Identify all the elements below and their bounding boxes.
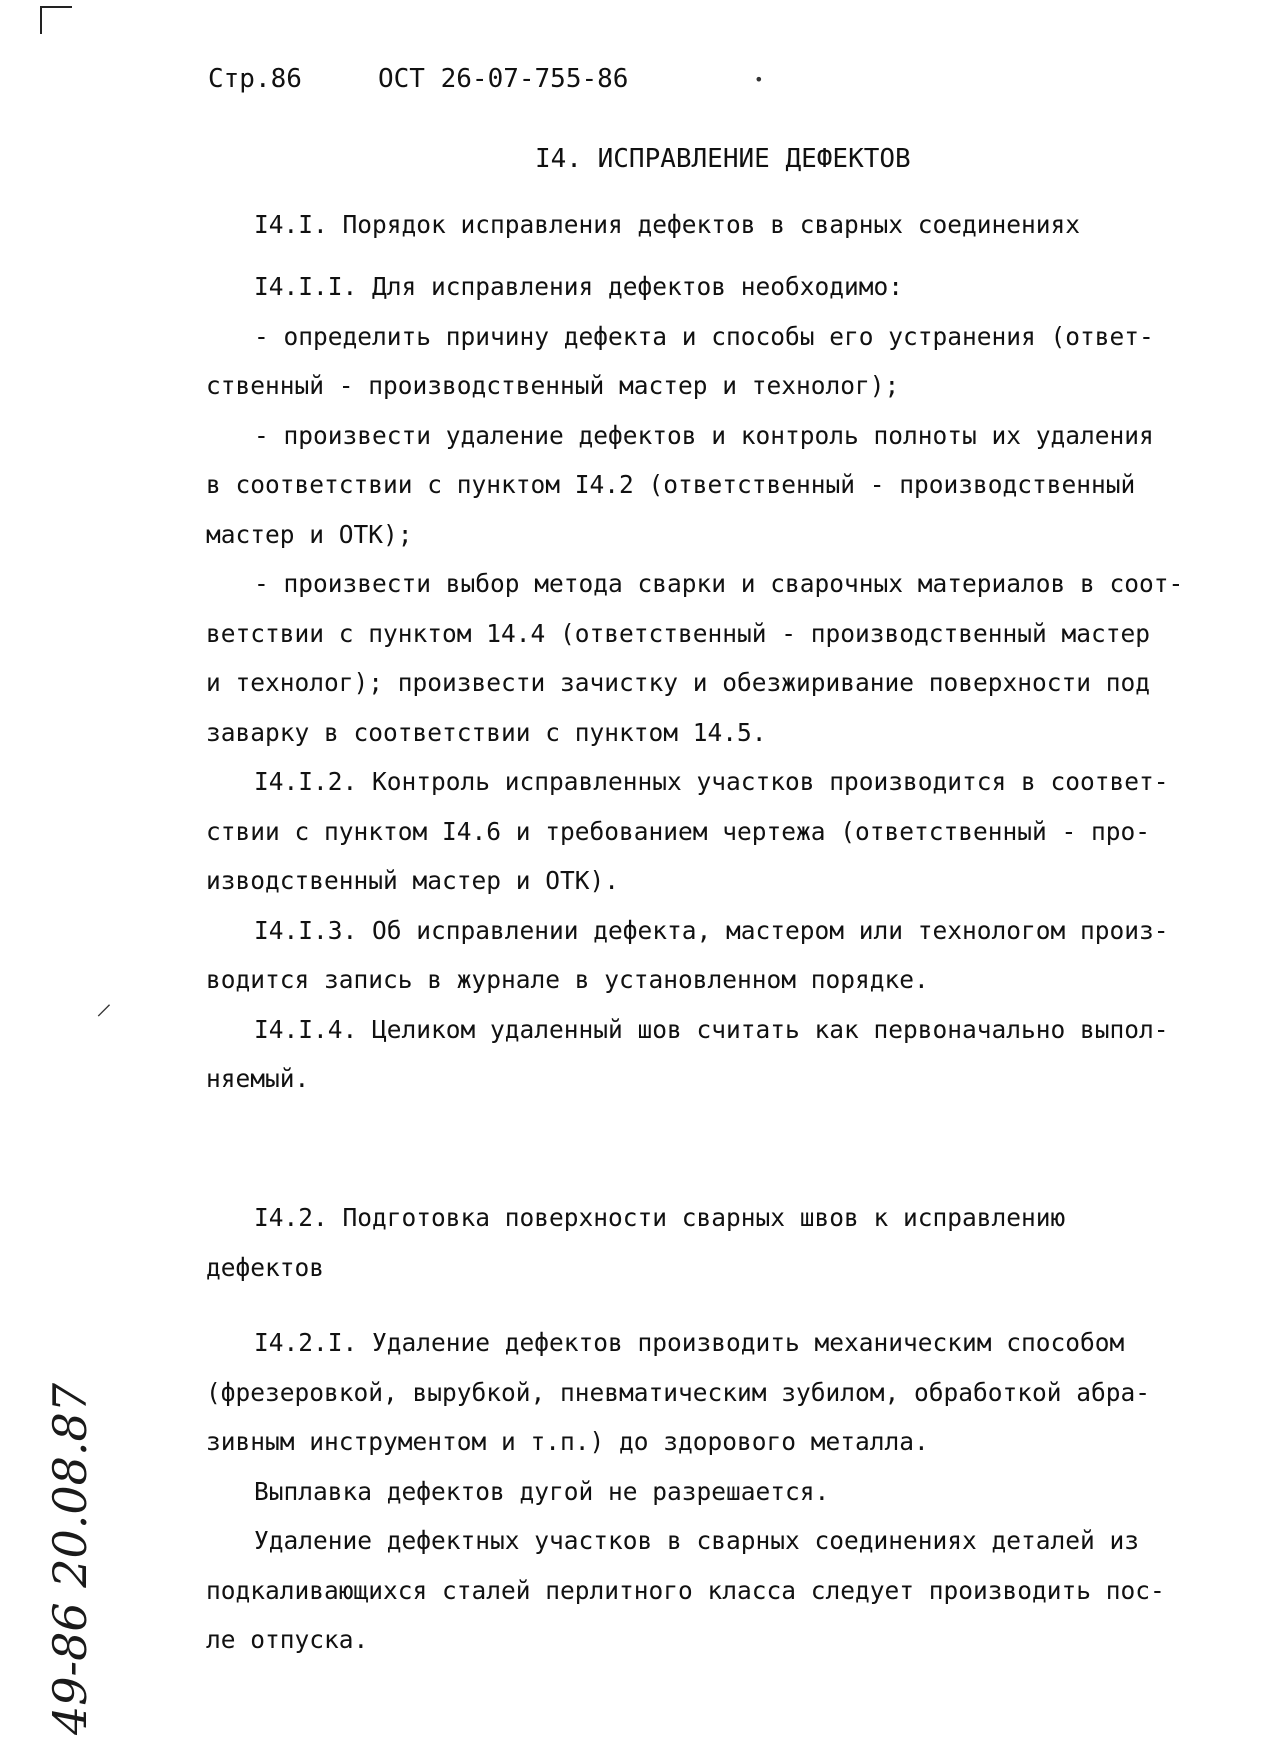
- subsection-heading: I4.2. Подготовка поверхности сварных швов к исправлению: [254, 1203, 1066, 1232]
- corner-crop-mark: [40, 6, 72, 34]
- subsection-heading: дефектов: [206, 1252, 325, 1282]
- text-line: няемый.: [206, 1064, 310, 1093]
- section-title: I4. ИСПРАВЛЕНИЕ ДЕФЕКТОВ: [535, 144, 911, 174]
- text-line: ственный - производственный мастер и технолог);: [206, 371, 900, 400]
- text-line: I4.2.I. Удаление дефектов производить механическим способом: [254, 1328, 1125, 1357]
- page-number: Стр.86: [208, 64, 302, 94]
- page-header: [208, 64, 628, 94]
- text-line: и технолог); произвести зачистку и обезжиривание поверхности под: [206, 668, 1151, 697]
- document-code: ОСТ 26-07-755-86: [378, 64, 629, 94]
- text-line: I4.I.4. Целиком удаленный шов считать как первоначально выпол-: [254, 1014, 1169, 1044]
- subsection-14-2: [206, 1193, 1246, 1292]
- text-line: I4.I.I. Для исправления дефектов необходимо:: [254, 272, 904, 301]
- scan-mark: |: [94, 999, 115, 1020]
- margin-note-svg: [8, 1382, 118, 1745]
- text-line: подкаливающихся сталей перлитного класса следует производить пос-: [206, 1575, 1165, 1605]
- paragraph-14-1-1: [206, 262, 1246, 1104]
- text-line: ветствии с пунктом 14.4 (ответственный - производственный мастер: [206, 618, 1151, 648]
- handwritten-margin-note: [8, 1382, 118, 1745]
- text-line: - произвести выбор метода сварки и сварочных материалов в соот-: [254, 569, 1184, 598]
- text-line: заварку в соответствии с пунктом 14.5.: [206, 717, 767, 747]
- text-line: зивным инструментом и т.п.) до здорового металла.: [206, 1427, 929, 1456]
- text-line: Удаление дефектных участков в сварных соединениях деталей из: [254, 1526, 1140, 1555]
- text-line: мастер и ОТК);: [206, 519, 413, 549]
- subsection-heading: I4.I. Порядок исправления дефектов в сварных соединениях: [254, 210, 1081, 239]
- margin-note-text: 49-86 20.08.87: [43, 1382, 97, 1735]
- text-line: - произвести удаление дефектов и контроль полноты их удаления: [254, 420, 1154, 450]
- text-line: ле отпуска.: [206, 1625, 369, 1654]
- text-line: (фрезеровкой, вырубкой, пневматическим зубилом, обработкой абра-: [206, 1377, 1151, 1407]
- text-line: в соответствии с пунктом I4.2 (ответственный - производственный: [206, 470, 1136, 499]
- text-line: I4.I.2. Контроль исправленных участков производится в соответ-: [254, 767, 1169, 796]
- text-line: I4.I.3. Об исправлении дефекта, мастером или технологом произ-: [254, 915, 1169, 945]
- text-line: водится запись в журнале в установленном порядке.: [206, 965, 929, 994]
- text-line: Выплавка дефектов дугой не разрешается.: [254, 1476, 830, 1506]
- text-line: изводственный мастер и ОТК).: [206, 866, 620, 895]
- subsection-14-1: [206, 200, 1246, 250]
- scan-dot: •: [754, 70, 764, 89]
- text-line: - определить причину дефекта и способы его устранения (ответ-: [254, 321, 1154, 351]
- paragraph-14-2-1: [206, 1318, 1246, 1665]
- text-line: ствии с пунктом I4.6 и требованием чертежа (ответственный - про-: [206, 816, 1151, 846]
